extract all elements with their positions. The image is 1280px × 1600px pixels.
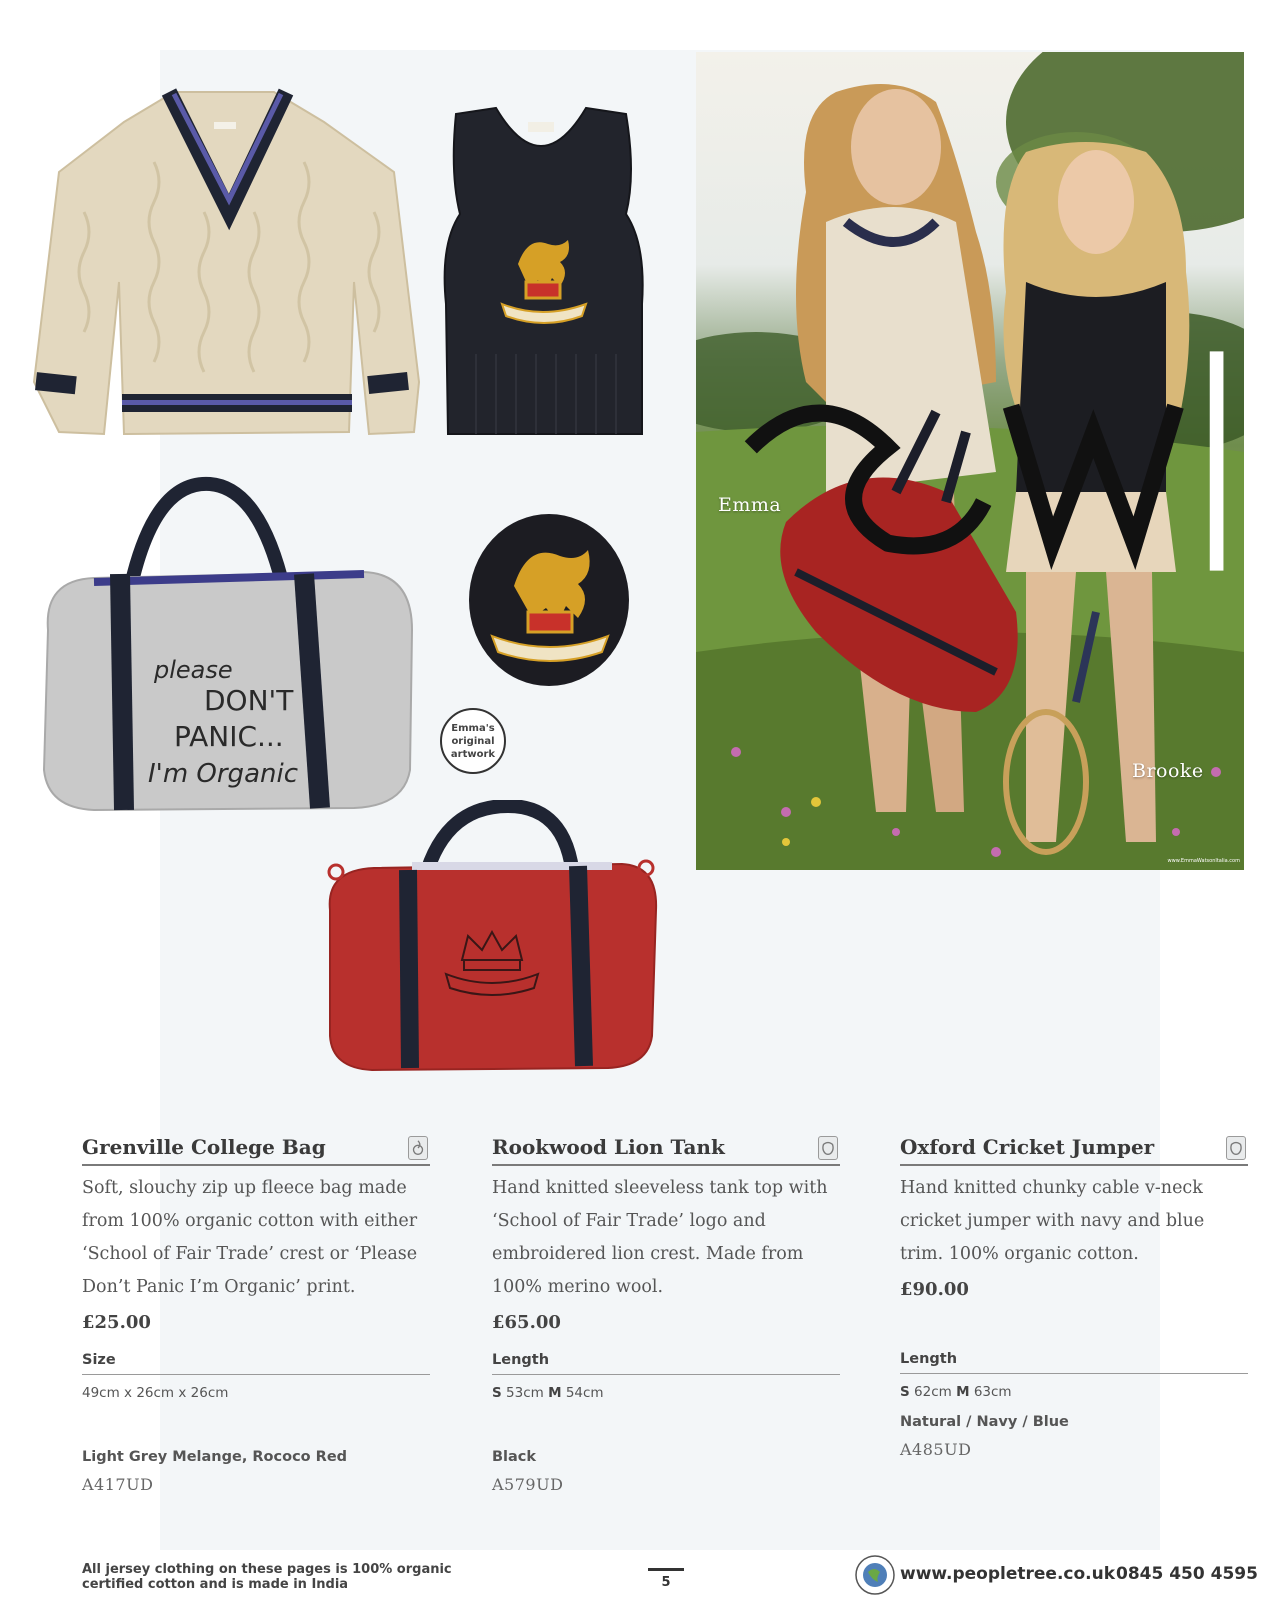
merino-wool-icon bbox=[818, 1136, 838, 1160]
product-description: Hand knitted sleeveless tank top with ‘School of Fair Trade’ logo and embroidered lion crest. Made from 100% merino wool. bbox=[492, 1178, 828, 1297]
product-code: A579UD bbox=[492, 1475, 564, 1494]
watermark-url: www.EmmaWatsonItalia.com bbox=[1167, 858, 1240, 864]
product-price: £25.00 bbox=[82, 1312, 151, 1333]
size-s-label: S bbox=[492, 1385, 502, 1401]
spec-label: Length bbox=[900, 1349, 1248, 1374]
spec-label: Length bbox=[492, 1350, 840, 1375]
models-photo bbox=[696, 52, 1244, 870]
emmas-original-artwork-badge bbox=[440, 708, 506, 774]
badge-line3: artwork bbox=[450, 748, 496, 760]
bag-print-line1: please bbox=[154, 656, 233, 684]
footer-website-link[interactable]: www.peopletree.co.uk bbox=[900, 1564, 1116, 1584]
footer-organic-note: All jersey clothing on these pages is 100% organic certified cotton and is made in India bbox=[82, 1562, 452, 1592]
product-grenville-college-bag bbox=[82, 1132, 430, 1494]
product-description: Soft, slouchy zip up fleece bag made from 100% organic cotton with either ‘School of Fair Trade’ crest or ‘Please Don’t Panic I’m Organic’ print. bbox=[82, 1178, 418, 1297]
bag-print-line2: DON'T bbox=[204, 684, 294, 717]
product-title: Grenville College Bag bbox=[82, 1135, 326, 1159]
product-oxford-cricket-jumper bbox=[900, 1132, 1248, 1459]
cricket-jumper-image bbox=[24, 82, 428, 462]
product-price: £65.00 bbox=[492, 1312, 561, 1333]
product-code: A485UD bbox=[900, 1440, 972, 1459]
spec-value bbox=[492, 1385, 840, 1401]
product-code: A417UD bbox=[82, 1475, 154, 1494]
product-price: £90.00 bbox=[900, 1279, 969, 1300]
footer-phone-number: 0845 450 4595 bbox=[1116, 1564, 1258, 1584]
page-number: 5 bbox=[648, 1568, 684, 1590]
size-m-label: M bbox=[548, 1385, 562, 1401]
size-m-value: 54cm bbox=[565, 1385, 604, 1401]
red-college-bag-image bbox=[322, 800, 662, 1080]
size-m-label: M bbox=[956, 1384, 970, 1400]
organic-cotton-icon bbox=[1226, 1136, 1246, 1160]
product-title-row bbox=[492, 1132, 840, 1166]
product-title-row bbox=[900, 1132, 1248, 1166]
spec-value bbox=[900, 1384, 1248, 1400]
bag-print-line3: PANIC... bbox=[174, 720, 284, 753]
product-colours: Black bbox=[492, 1449, 537, 1465]
lion-tank-image bbox=[436, 104, 650, 444]
lion-crest-patch-image bbox=[466, 512, 632, 688]
product-rookwood-lion-tank bbox=[492, 1132, 840, 1494]
grey-bag-please-dont-panic-image bbox=[34, 470, 422, 822]
size-s-value: 53cm bbox=[506, 1385, 544, 1401]
product-title: Rookwood Lion Tank bbox=[492, 1135, 725, 1159]
photo-label-emma: Emma bbox=[718, 494, 782, 516]
ew-watermark-logo bbox=[696, 52, 1244, 870]
photo-label-brooke: Brooke bbox=[1132, 760, 1204, 782]
product-colours: Light Grey Melange, Rococo Red bbox=[82, 1449, 348, 1465]
product-colours: Natural / Navy / Blue bbox=[900, 1414, 1069, 1430]
spec-value: 49cm x 26cm x 26cm bbox=[82, 1385, 229, 1401]
spec-label: Size bbox=[82, 1350, 430, 1375]
badge-line1: Emma's bbox=[451, 722, 495, 734]
badge-line2: original bbox=[451, 735, 495, 747]
organic-cotton-icon bbox=[408, 1136, 428, 1160]
product-description: Hand knitted chunky cable v-neck cricket jumper with navy and blue trim. 100% organic cotton. bbox=[900, 1178, 1205, 1264]
size-s-value: 62cm bbox=[914, 1384, 952, 1400]
world-fair-trade-logo-icon bbox=[854, 1554, 896, 1596]
size-m-value: 63cm bbox=[973, 1384, 1012, 1400]
product-title: Oxford Cricket Jumper bbox=[900, 1135, 1155, 1159]
bag-print-line4: I'm Organic bbox=[148, 759, 298, 789]
product-title-row bbox=[82, 1132, 430, 1166]
size-s-label: S bbox=[900, 1384, 910, 1400]
